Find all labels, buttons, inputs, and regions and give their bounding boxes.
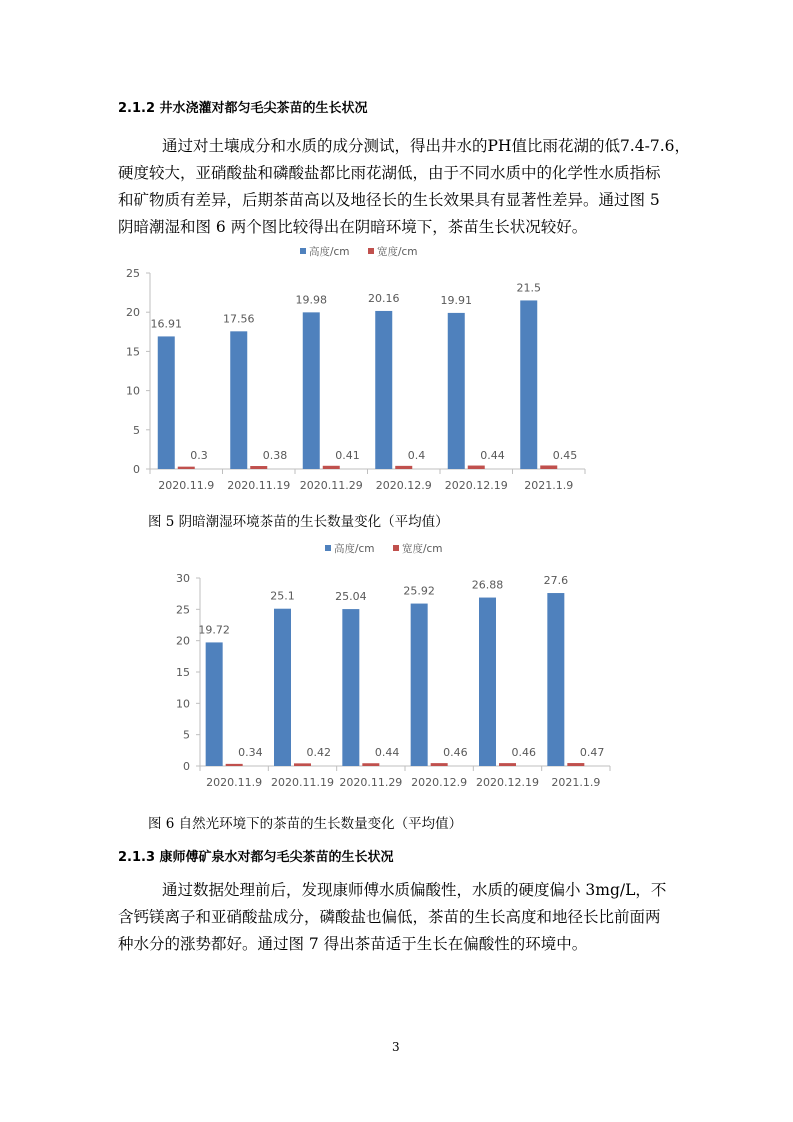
data-label-height: 20.16 <box>368 291 400 305</box>
y-tick-label: 0 <box>183 760 190 773</box>
y-tick-label: 25 <box>176 603 190 617</box>
data-label-width: 0.4 <box>407 449 426 462</box>
y-tick-label: 20 <box>126 306 140 320</box>
y-tick-label: 5 <box>183 728 190 742</box>
bar-height <box>520 300 537 469</box>
data-label-width: 0.41 <box>335 449 360 462</box>
x-tick-label: 2020.12.9 <box>411 776 468 789</box>
figure6-caption: 图 6 自然光环境下的茶苗的生长数量变化（平均值） <box>148 816 463 832</box>
figure5-caption: 图 5 阴暗潮湿环境茶苗的生长数量变化（平均值） <box>148 514 449 530</box>
data-label-height: 17.56 <box>223 312 255 326</box>
page-number: 3 <box>392 1040 400 1054</box>
bar-width <box>567 763 584 766</box>
legend-label-1: 宽度/cm <box>402 543 443 555</box>
legend-swatch-0 <box>300 248 306 254</box>
x-tick-label: 2020.12.19 <box>444 479 508 492</box>
bar-height <box>230 331 247 469</box>
data-label-height: 19.91 <box>440 293 472 307</box>
y-tick-label: 20 <box>176 634 190 648</box>
y-tick-label: 30 <box>176 572 190 585</box>
data-label-height: 25.1 <box>270 589 295 603</box>
x-tick-label: 2020.11.29 <box>339 776 403 789</box>
legend-label-0: 高度/cm <box>309 246 350 258</box>
bar-width <box>431 763 448 766</box>
data-label-width: 0.47 <box>579 746 605 759</box>
bar-height <box>206 642 223 766</box>
paragraph-line: 和矿物质有差异，后期茶苗高以及地径长的生长效果具有显著性差异。通过图 5 <box>118 191 660 209</box>
data-label-height: 16.91 <box>150 317 182 331</box>
x-tick-label: 2020.12.9 <box>375 479 432 492</box>
data-label-height: 19.98 <box>295 293 327 307</box>
paragraph-line: 通过数据处理前后，发现康师傅水质偏酸性，水质的硬度偏小 3mg/L，不 <box>162 881 667 899</box>
bar-width <box>294 763 311 766</box>
bar-height <box>411 604 428 766</box>
x-tick-label: 2020.12.19 <box>476 776 539 789</box>
legend-swatch-0 <box>325 545 331 551</box>
y-tick-label: 10 <box>126 384 140 398</box>
data-label-width: 0.34 <box>238 746 263 759</box>
y-tick-label: 25 <box>126 267 140 280</box>
bar-height <box>375 311 392 469</box>
x-tick-label: 2021.1.9 <box>551 776 601 789</box>
data-label-width: 0.44 <box>480 449 505 462</box>
paragraph-line: 通过对土壤成分和水质的成分测试，得出井水的PH值比雨花湖的低7.4-7.6， <box>162 137 690 155</box>
data-label-height: 25.04 <box>335 590 367 604</box>
paragraph-line: 含钙镁离子和亚硝酸盐成分，磷酸盐也偏低，茶苗的生长高度和地径长比前面两 <box>118 908 661 926</box>
legend-label-0: 高度/cm <box>334 543 375 555</box>
data-label-height: 19.72 <box>198 623 230 637</box>
x-tick-label: 2021.1.9 <box>524 479 574 492</box>
bar-width <box>395 466 412 469</box>
y-tick-label: 5 <box>133 423 140 437</box>
x-tick-label: 2020.11.29 <box>299 479 363 492</box>
bar-width <box>499 763 516 766</box>
legend-swatch-1 <box>368 248 374 254</box>
bar-height <box>448 313 465 469</box>
section-heading-2-1-2: 2.1.2 井水浇灌对都匀毛尖茶苗的生长状况 <box>118 101 368 116</box>
data-label-height: 27.6 <box>543 574 569 588</box>
paragraph-line: 种水分的涨势都好。通过图 7 得出茶苗适于生长在偏酸性的环境中。 <box>118 935 588 953</box>
data-label-width: 0.45 <box>552 449 578 462</box>
x-tick-label: 2020.11.9 <box>206 776 263 789</box>
y-tick-label: 15 <box>176 666 190 679</box>
bar-height <box>479 598 496 766</box>
paragraph-2-1-3 <box>118 877 678 958</box>
data-label-height: 26.88 <box>471 578 504 592</box>
data-label-width: 0.46 <box>443 746 468 759</box>
data-label-width: 0.38 <box>262 449 288 462</box>
paragraph-2-1-2 <box>118 133 690 241</box>
figure6-bar-chart <box>140 540 620 797</box>
paragraph-line: 硬度较大，亚硝酸盐和磷酸盐都比雨花湖低，由于不同水质中的化学性水质指标 <box>118 164 661 182</box>
legend-swatch-1 <box>393 545 399 551</box>
bar-width <box>226 764 243 766</box>
figure5-bar-chart <box>110 243 590 495</box>
section-heading-2-1-3: 2.1.3 康师傅矿泉水对都匀毛尖茶苗的生长状况 <box>118 850 394 865</box>
bar-width <box>362 763 379 766</box>
paragraph-line: 阴暗潮湿和图 6 两个图比较得出在阴暗环境下，茶苗生长状况较好。 <box>118 218 588 236</box>
data-label-width: 0.3 <box>190 449 208 462</box>
bar-height <box>303 312 320 469</box>
y-tick-label: 15 <box>126 345 140 359</box>
data-label-height: 21.5 <box>516 281 541 295</box>
data-label-width: 0.44 <box>374 746 400 759</box>
data-label-height: 25.92 <box>403 584 435 598</box>
bar-height <box>158 336 175 469</box>
x-tick-label: 2020.11.9 <box>158 479 215 492</box>
bar-width <box>468 466 485 469</box>
bar-width <box>178 467 195 469</box>
bar-height <box>342 609 359 766</box>
x-tick-label: 2020.11.19 <box>271 776 334 789</box>
bar-width <box>540 465 557 469</box>
bar-width <box>323 466 340 469</box>
y-tick-label: 0 <box>133 463 140 476</box>
legend-label-1: 宽度/cm <box>377 246 418 258</box>
x-tick-label: 2020.11.19 <box>227 479 291 492</box>
bar-height <box>274 609 291 766</box>
bar-width <box>250 466 267 469</box>
bar-height <box>547 593 564 766</box>
data-label-width: 0.42 <box>306 746 331 759</box>
y-tick-label: 10 <box>176 697 190 711</box>
data-label-width: 0.46 <box>511 746 536 759</box>
